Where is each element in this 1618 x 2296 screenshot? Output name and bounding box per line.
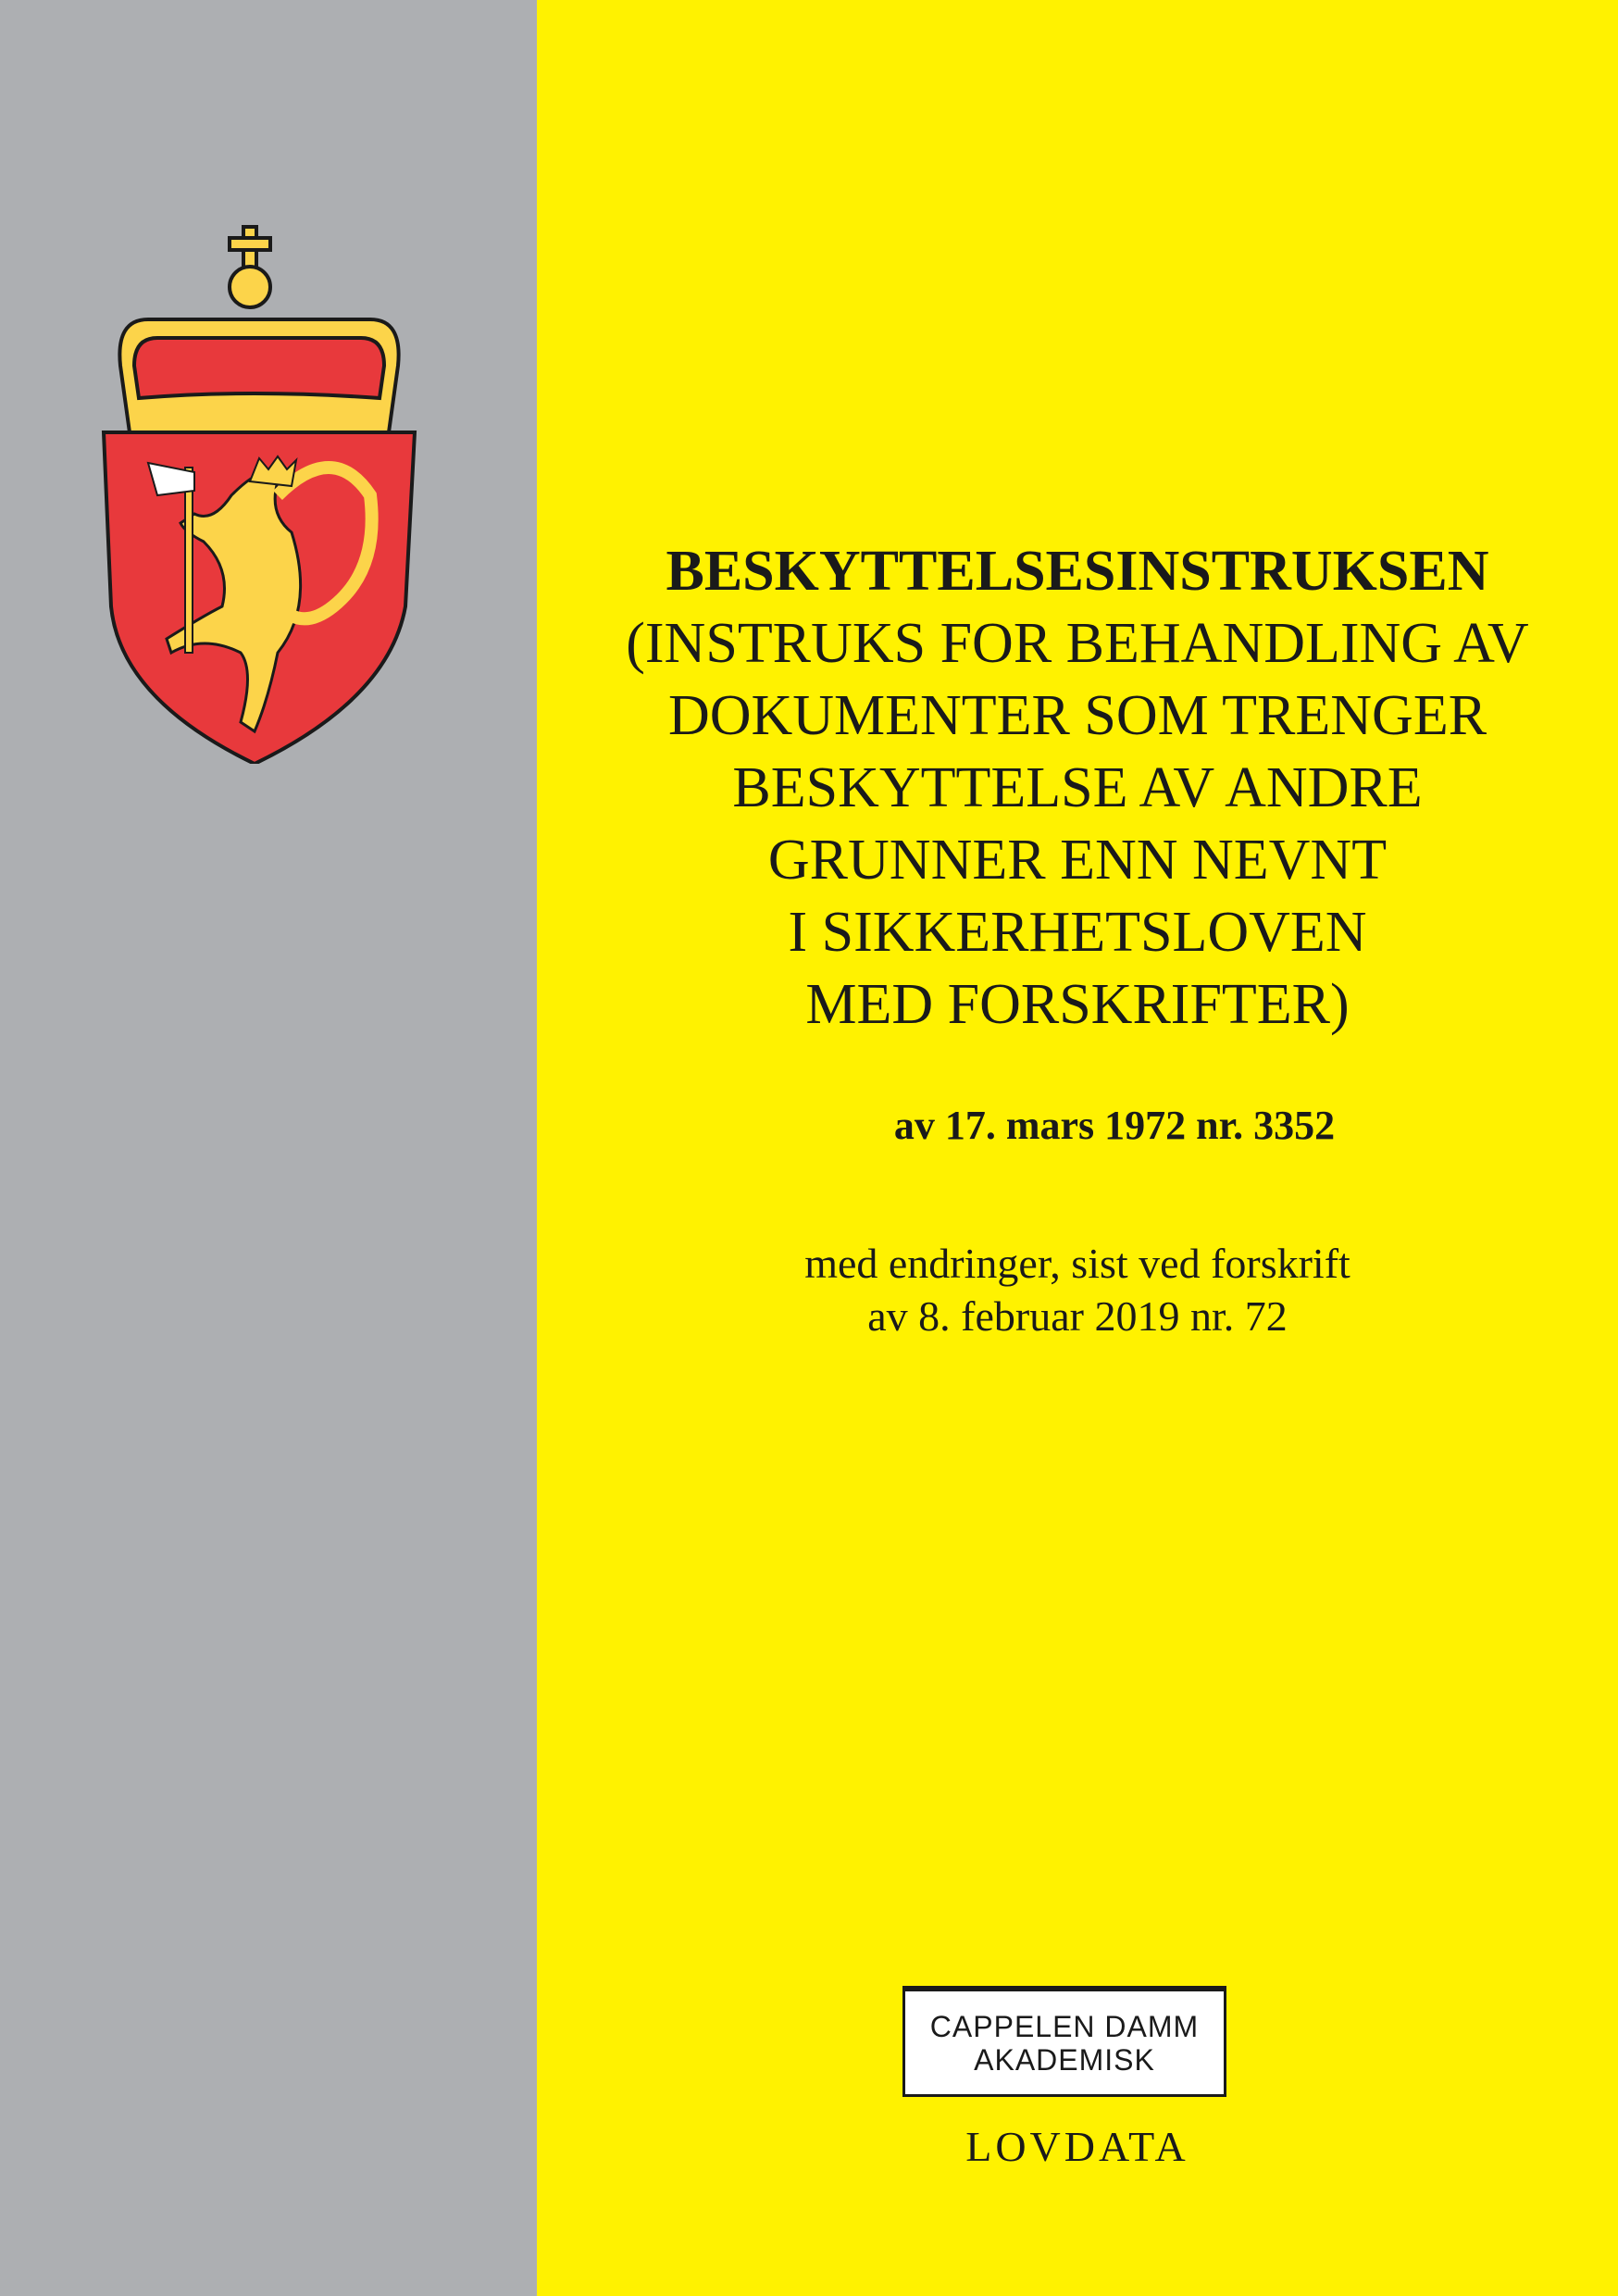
publisher-logo [902,1986,1226,2097]
title-main: BESKYTTELSESINSTRUKSEN [666,540,1489,603]
title-subtitle-line: MED FORSKRIFTER) [805,973,1350,1036]
title-subtitle-line: (INSTRUKS FOR BEHANDLING AV [626,612,1529,675]
regulation-date: av 17. mars 1972 nr. 3352 [893,1103,1336,1148]
document-title [537,535,1618,1041]
title-subtitle-line: BESKYTTELSE AV ANDRE [732,756,1423,819]
amendment-note [537,1237,1618,1342]
title-subtitle-line: DOKUMENTER SOM TRENGER [667,684,1487,747]
title-subtitle-line: GRUNNER ENN NEVNT [767,829,1388,892]
amendment-line: med endringer, sist ved forskrift [804,1240,1350,1287]
lovdata-label: LOVDATA [965,2123,1189,2170]
title-subtitle-line: I SIKKERHETSLOVEN [788,901,1367,964]
coat-of-arms-icon [93,218,426,764]
amendment-line: av 8. februar 2019 nr. 72 [867,1292,1288,1340]
publisher-logo-line: AKADEMISK [974,2042,1155,2077]
publisher-logo-line: CAPPELEN DAMM [929,2009,1200,2043]
